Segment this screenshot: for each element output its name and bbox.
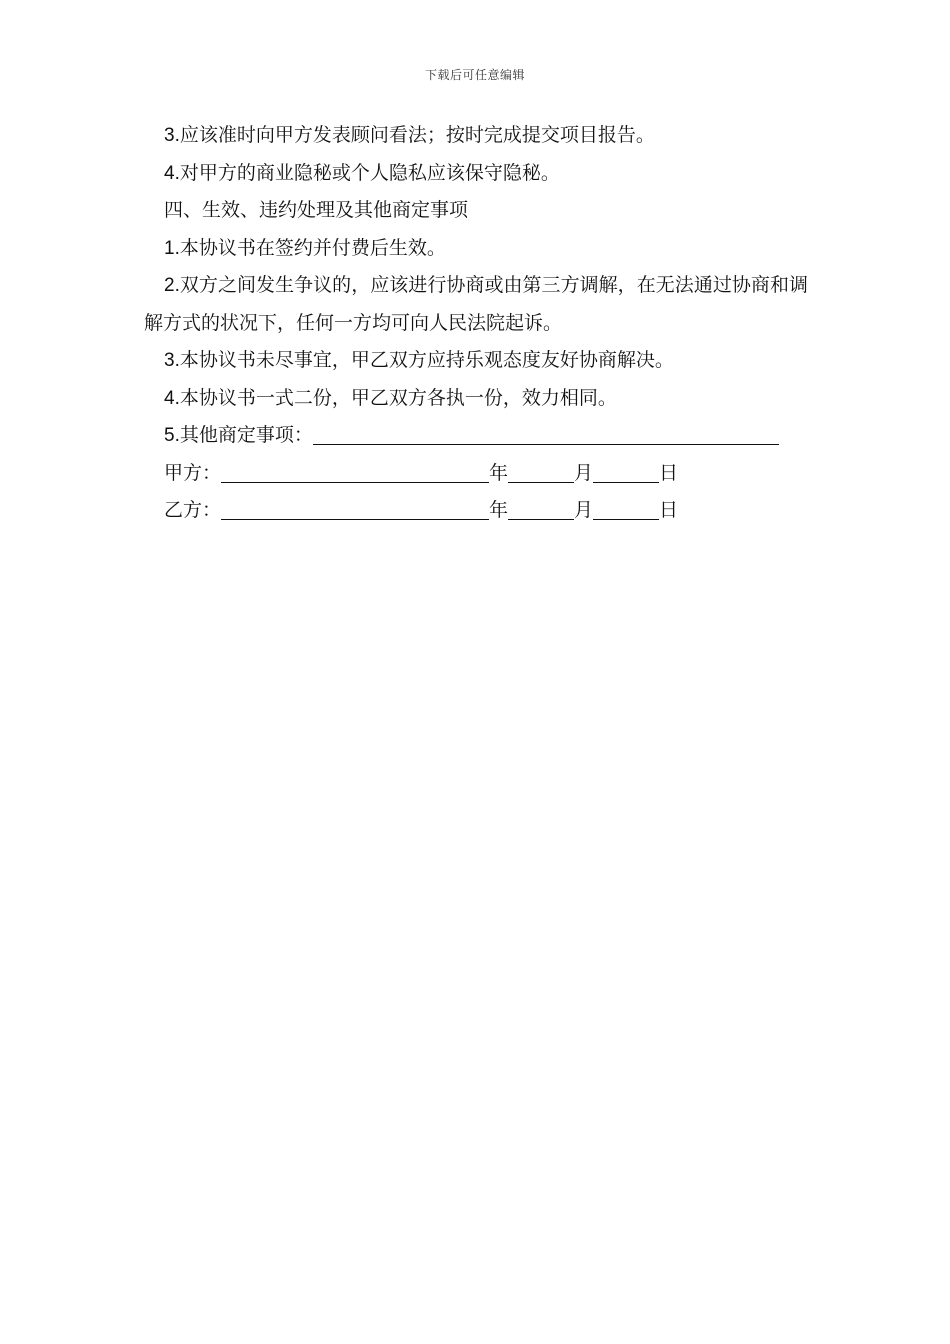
party-a-signature-line	[144, 455, 808, 493]
party-a-day-blank[interactable]	[593, 461, 659, 483]
party-b-name-blank[interactable]	[221, 498, 489, 520]
party-a-month-blank[interactable]	[508, 461, 574, 483]
party-a-year-label: 年	[489, 461, 509, 484]
party-b-label: 乙方：	[164, 499, 222, 521]
document-body	[144, 117, 808, 530]
clause-number: 3.	[164, 350, 180, 371]
item-text: 对甲方的商业隐秘或个人隐私应该保守隐秘。	[179, 161, 560, 184]
clause-3	[144, 342, 808, 380]
item-number: 4.	[164, 162, 180, 184]
clause-number: 2.	[164, 275, 180, 296]
clause-number: 1.	[164, 237, 180, 259]
section-4-heading: 四、生效、违约处理及其他商定事项	[164, 199, 469, 221]
clause-5	[144, 417, 808, 455]
party-b-month-label: 月	[574, 499, 594, 521]
clause-text: 本协议书一式二份，甲乙双方各执一份，效力相同。	[179, 386, 617, 409]
clause-text: 本协议书未尽事宜，甲乙双方应持乐观态度友好协商解决。	[179, 349, 674, 371]
clause-number: 4.	[164, 387, 180, 409]
clause-text: 本协议书在签约并付费后生效。	[179, 236, 446, 259]
clause-number: 5.	[164, 425, 180, 446]
party-b-month-blank[interactable]	[508, 498, 574, 520]
party-b-day-label: 日	[659, 499, 679, 521]
clause-2	[144, 267, 808, 342]
party-b-year-label: 年	[489, 499, 509, 521]
obligation-item-4	[144, 155, 808, 193]
party-a-day-label: 日	[659, 461, 679, 484]
header-note: 下载后可任意编辑	[424, 68, 525, 82]
obligation-item-3	[144, 117, 808, 155]
party-a-label: 甲方：	[164, 461, 222, 484]
clause-text: 其他商定事项：	[179, 424, 313, 446]
other-matters-blank-line[interactable]	[313, 423, 779, 445]
item-text: 应该准时向甲方发表顾问看法；按时完成提交项目报告。	[179, 124, 655, 146]
party-a-name-blank[interactable]	[221, 461, 489, 483]
party-a-month-label: 月	[574, 461, 594, 484]
party-b-day-blank[interactable]	[593, 498, 659, 520]
clause-1	[144, 230, 808, 268]
clause-4	[144, 380, 808, 418]
party-b-signature-line	[144, 492, 808, 530]
clause-text: 双方之间发生争议的，应该进行协商或由第三方调解，在无法通过协商和调解方式的状况下，任何一方均可向人民法院起诉。	[144, 274, 808, 334]
item-number: 3.	[164, 125, 180, 146]
